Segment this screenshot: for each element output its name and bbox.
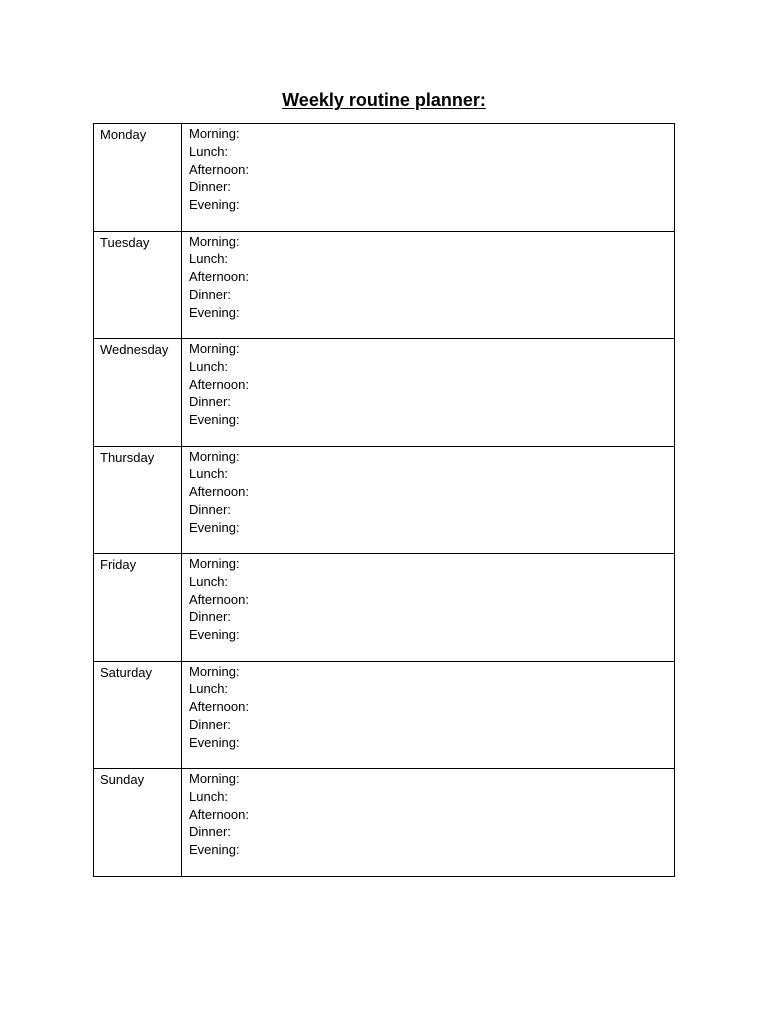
planner-table-body: [94, 124, 675, 877]
slot-label-evening: Evening:: [189, 734, 240, 750]
slot-label-dinner: Dinner:: [189, 501, 231, 517]
weekly-planner-table: [93, 123, 675, 877]
day-label-tuesday: Tuesday: [94, 231, 182, 339]
day-slots-sunday: [182, 769, 675, 877]
slot-label-morning: Morning:: [189, 771, 240, 786]
planner-row-thursday: [94, 446, 675, 554]
day-label-wednesday: Wednesday: [94, 339, 182, 447]
slot-label-lunch: Lunch:: [189, 681, 229, 697]
slot-label-afternoon: Afternoon:: [189, 591, 249, 607]
slot-label-dinner: Dinner:: [189, 609, 231, 625]
planner-row-wednesday: [94, 339, 675, 447]
slot-label-morning: Morning:: [189, 448, 240, 464]
slot-label-afternoon: Afternoon:: [189, 161, 249, 177]
slot-label-dinner: Dinner:: [189, 286, 231, 302]
day-label-friday: Friday: [94, 554, 182, 662]
slot-label-lunch: Lunch:: [189, 143, 229, 159]
slot-label-afternoon: Afternoon:: [189, 269, 249, 285]
planner-row-friday: [94, 554, 675, 662]
slot-label-evening: Evening:: [189, 842, 240, 858]
slot-label-lunch: Lunch:: [189, 573, 229, 589]
slot-label-afternoon: Afternoon:: [189, 376, 249, 392]
planner-row-tuesday: [94, 231, 675, 339]
slot-label-lunch: Lunch:: [189, 788, 229, 804]
slot-label-dinner: Dinner:: [189, 394, 231, 410]
day-slots-monday: [182, 124, 675, 232]
slot-label-dinner: Dinner:: [189, 824, 231, 840]
slot-label-morning: Morning:: [189, 556, 240, 571]
planner-row-sunday: [94, 769, 675, 877]
slot-label-evening: Evening:: [189, 197, 240, 213]
day-label-sunday: Sunday: [94, 769, 182, 877]
day-slots-saturday: [182, 661, 675, 769]
slot-label-morning: Morning:: [189, 233, 240, 249]
page-title: [0, 88, 768, 112]
day-slots-thursday: [182, 446, 675, 554]
slot-label-lunch: Lunch:: [189, 358, 229, 374]
day-label-monday: Monday: [94, 124, 182, 232]
slot-label-evening: Evening:: [189, 627, 240, 643]
slot-label-dinner: Dinner:: [189, 716, 231, 732]
day-slots-tuesday: [182, 231, 675, 339]
planner-row-monday: [94, 124, 675, 232]
day-label-saturday: Saturday: [94, 661, 182, 769]
slot-label-afternoon: Afternoon:: [189, 699, 249, 715]
slot-label-evening: Evening:: [189, 412, 240, 428]
slot-label-afternoon: Afternoon:: [189, 484, 249, 500]
slot-label-dinner: Dinner:: [189, 179, 231, 195]
slot-label-morning: Morning:: [189, 341, 240, 356]
slot-label-afternoon: Afternoon:: [189, 806, 249, 822]
slot-label-evening: Evening:: [189, 519, 240, 535]
day-slots-friday: [182, 554, 675, 662]
slot-label-morning: Morning:: [189, 126, 240, 141]
day-label-thursday: Thursday: [94, 446, 182, 554]
slot-label-evening: Evening:: [189, 304, 240, 320]
planner-row-saturday: [94, 661, 675, 769]
page-title-text: Weekly routine planner:: [282, 90, 486, 110]
slot-label-morning: Morning:: [189, 663, 240, 679]
day-slots-wednesday: [182, 339, 675, 447]
slot-label-lunch: Lunch:: [189, 466, 229, 482]
slot-label-lunch: Lunch:: [189, 251, 229, 267]
